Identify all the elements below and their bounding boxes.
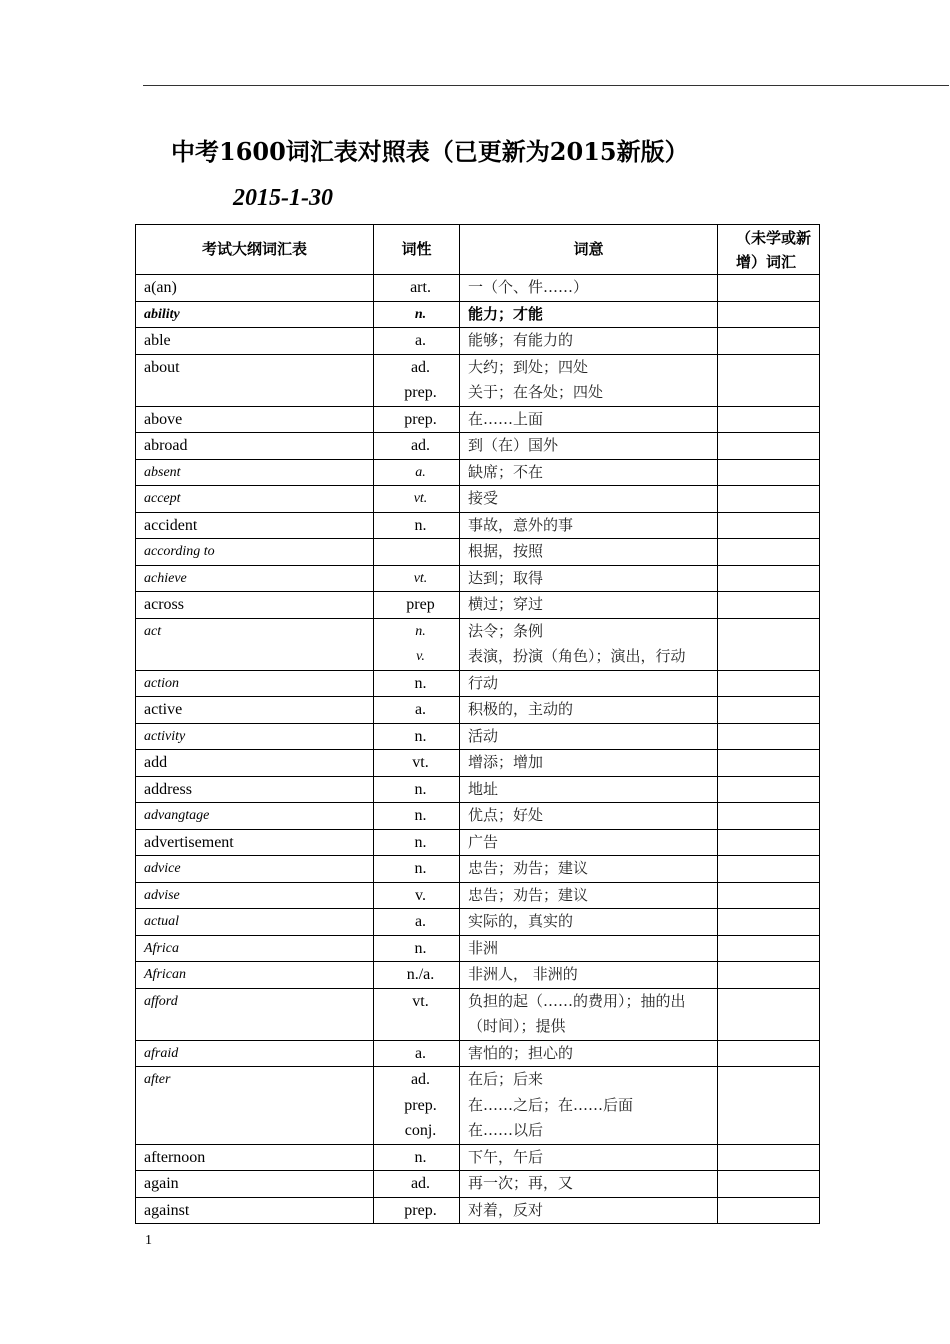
vocab-word: a(an) [136, 275, 374, 302]
word-meaning [460, 1171, 718, 1198]
vocab-word: actual [136, 909, 374, 936]
meaning-line: 表演，扮演（角色）；演出，行动 [468, 647, 686, 665]
meaning-line: 在……上面 [468, 409, 544, 428]
new-word-cell [718, 486, 820, 513]
table-row [136, 565, 820, 592]
word-meaning [460, 856, 718, 883]
pos-line: n. [414, 516, 427, 534]
table-row [136, 723, 820, 750]
word-meaning [460, 1067, 718, 1145]
part-of-speech [374, 697, 460, 724]
pos-line: prep. [404, 1096, 437, 1114]
table-row [136, 750, 820, 777]
meaning-line: 广告 [468, 832, 499, 851]
vocab-word: absent [136, 459, 374, 486]
table-row [136, 433, 820, 460]
part-of-speech [374, 750, 460, 777]
pos-line: n. [414, 860, 427, 877]
meaning-line: 法令；条例 [468, 621, 544, 640]
vocab-word: action [136, 670, 374, 697]
part-of-speech [374, 829, 460, 856]
vocab-word: act [136, 618, 374, 670]
pos-line: ad. [410, 1071, 431, 1088]
word-meaning [460, 697, 718, 724]
meaning-line: 优点；好处 [468, 806, 544, 824]
new-word-cell [718, 1171, 820, 1198]
word-meaning [460, 512, 718, 539]
new-word-cell [718, 433, 820, 460]
word-meaning [460, 539, 718, 566]
new-word-cell [718, 882, 820, 909]
word-meaning [460, 750, 718, 777]
header-pos: 词性 [374, 225, 460, 275]
new-word-cell [718, 670, 820, 697]
part-of-speech [374, 670, 460, 697]
word-meaning [460, 988, 718, 1040]
pos-line: prep. [404, 410, 437, 428]
pos-line: a. [415, 464, 426, 480]
word-meaning [460, 275, 718, 302]
vocab-word: accident [136, 512, 374, 539]
new-word-cell [718, 697, 820, 724]
meaning-line: 能够；有能力的 [468, 331, 574, 349]
meaning-line: 非洲人， 非洲的 [468, 965, 578, 983]
pos-line: a. [414, 701, 427, 718]
word-meaning [460, 406, 718, 433]
table-row [136, 459, 820, 486]
pos-line: a. [414, 913, 427, 930]
pos-line: conj. [404, 1122, 437, 1139]
meaning-line: 增添；增加 [468, 753, 544, 771]
vocab-word: Africa [136, 935, 374, 962]
header-word: 考试大纲词汇表 [136, 225, 374, 275]
meaning-line: 一（个、件……） [468, 278, 589, 296]
vocab-word: African [136, 962, 374, 989]
meaning-line: 在……之后；在……后面 [468, 1095, 634, 1114]
pos-line: vt. [412, 754, 429, 771]
table-row [136, 670, 820, 697]
part-of-speech [374, 1040, 460, 1067]
page-title: 中考1600词汇表对照表（已更新为2015新版） [171, 137, 689, 166]
word-meaning [460, 328, 718, 355]
table-row [136, 618, 820, 670]
new-word-cell [718, 512, 820, 539]
word-meaning [460, 618, 718, 670]
word-meaning [460, 935, 718, 962]
vocab-word: ability [136, 301, 374, 328]
part-of-speech [374, 565, 460, 592]
vocab-word: about [136, 354, 374, 406]
meaning-line: 忠告；劝告；建议 [468, 859, 589, 877]
meaning-line: 对着，反对 [468, 1200, 544, 1219]
part-of-speech [374, 354, 460, 406]
new-word-cell [718, 301, 820, 328]
vocab-word: abroad [136, 433, 374, 460]
pos-line: n. [414, 833, 427, 851]
part-of-speech [374, 1144, 460, 1171]
new-word-cell [718, 328, 820, 355]
table-row [136, 935, 820, 962]
new-word-cell [718, 1040, 820, 1067]
meaning-line: 在……以后 [468, 1121, 544, 1139]
vocab-word: afternoon [136, 1144, 374, 1171]
new-word-cell [718, 1197, 820, 1224]
part-of-speech [374, 856, 460, 883]
table-row [136, 776, 820, 803]
table-row [136, 988, 820, 1040]
vocab-word: advice [136, 856, 374, 883]
table-row [136, 803, 820, 830]
vocab-word: advise [136, 882, 374, 909]
word-meaning [460, 486, 718, 513]
header-meaning: 词意 [460, 225, 718, 275]
vocab-word: activity [136, 723, 374, 750]
meaning-line: 接受 [468, 489, 499, 507]
vocab-word: achieve [136, 565, 374, 592]
part-of-speech [374, 723, 460, 750]
part-of-speech [374, 1067, 460, 1145]
meaning-line: 横过；穿过 [468, 595, 544, 613]
part-of-speech [374, 776, 460, 803]
pos-line: n. [415, 623, 426, 639]
meaning-line: 忠告；劝告；建议 [468, 885, 589, 904]
part-of-speech [374, 909, 460, 936]
vocab-word: above [136, 406, 374, 433]
part-of-speech [374, 618, 460, 670]
part-of-speech [374, 882, 460, 909]
word-meaning [460, 803, 718, 830]
meaning-line: 行动 [468, 673, 499, 692]
meaning-line: 积极的，主动的 [468, 700, 574, 718]
part-of-speech [374, 803, 460, 830]
new-word-cell [718, 1067, 820, 1145]
pos-line: a. [414, 1044, 427, 1062]
vocab-word: again [136, 1171, 374, 1198]
vocab-word: add [136, 750, 374, 777]
vocab-word: accept [136, 486, 374, 513]
word-meaning [460, 1040, 718, 1067]
table-row [136, 301, 820, 328]
vocab-word: active [136, 697, 374, 724]
pos-line: n. [414, 1148, 427, 1166]
new-word-cell [718, 406, 820, 433]
new-word-cell [718, 803, 820, 830]
pos-line: vt. [413, 570, 428, 586]
meaning-line: 下午，午后 [468, 1147, 544, 1166]
word-meaning [460, 1144, 718, 1171]
table-row [136, 406, 820, 433]
meaning-line: 关于；在各处；四处 [468, 383, 604, 401]
part-of-speech [374, 459, 460, 486]
new-word-cell [718, 565, 820, 592]
part-of-speech [374, 328, 460, 355]
table-row [136, 1067, 820, 1145]
meaning-line: 事故，意外的事 [468, 515, 574, 534]
pos-line: ad. [410, 358, 431, 376]
meaning-line: 在后；后来 [468, 1070, 544, 1088]
table-row [136, 592, 820, 619]
pos-line [382, 539, 459, 565]
part-of-speech [374, 406, 460, 433]
pos-line: a. [414, 332, 427, 349]
vocab-word: able [136, 328, 374, 355]
pos-line: n. [414, 807, 427, 824]
vocab-word: afraid [136, 1040, 374, 1067]
new-word-cell [718, 750, 820, 777]
document-date: 2015-1-30 [233, 185, 333, 211]
word-meaning [460, 670, 718, 697]
vocab-word: after [136, 1067, 374, 1145]
vocab-word: against [136, 1197, 374, 1224]
pos-line: n./a. [406, 966, 435, 983]
new-word-cell [718, 988, 820, 1040]
vocab-word: afford [136, 988, 374, 1040]
table-row [136, 1040, 820, 1067]
new-word-cell [718, 776, 820, 803]
word-meaning [460, 909, 718, 936]
meaning-line: 再一次；再，又 [468, 1174, 574, 1192]
table-row [136, 962, 820, 989]
meaning-line: 害怕的；担心的 [468, 1043, 574, 1062]
pos-line: v. [415, 886, 426, 904]
new-word-cell [718, 962, 820, 989]
vocab-word: address [136, 776, 374, 803]
table-row [136, 882, 820, 909]
word-meaning [460, 565, 718, 592]
table-row [136, 909, 820, 936]
meaning-line: 负担的起（……的费用）；抽的出 [468, 991, 686, 1010]
part-of-speech [374, 1171, 460, 1198]
pos-line: vt. [413, 491, 428, 506]
pos-line: prep. [404, 384, 437, 401]
new-word-cell [718, 354, 820, 406]
part-of-speech [374, 935, 460, 962]
part-of-speech [374, 275, 460, 302]
header-rule [143, 85, 949, 86]
meaning-line: 大约；到处；四处 [468, 357, 589, 376]
part-of-speech [374, 592, 460, 619]
word-meaning [460, 962, 718, 989]
word-meaning [460, 433, 718, 460]
new-word-cell [718, 618, 820, 670]
pos-line: prep [406, 596, 435, 613]
table-row [136, 539, 820, 566]
header-new-words: （未学或新增）词汇 [718, 225, 820, 275]
word-meaning [460, 592, 718, 619]
word-meaning [460, 829, 718, 856]
pos-line: n. [414, 306, 427, 322]
word-meaning [460, 1197, 718, 1224]
vocab-word: advangtage [136, 803, 374, 830]
pos-line: n. [414, 674, 427, 692]
pos-line: n. [414, 727, 427, 745]
meaning-line: 实际的，真实的 [468, 912, 574, 930]
meaning-line: 达到；取得 [468, 568, 544, 587]
new-word-cell [718, 856, 820, 883]
pos-line: v. [416, 649, 425, 664]
table-row [136, 829, 820, 856]
meaning-line: （时间）；提供 [468, 1017, 566, 1035]
table-row [136, 512, 820, 539]
vocab-word: according to [136, 539, 374, 566]
word-meaning [460, 459, 718, 486]
new-word-cell [718, 935, 820, 962]
meaning-line: 地址 [468, 779, 499, 798]
part-of-speech [374, 486, 460, 513]
part-of-speech [374, 962, 460, 989]
new-word-cell [718, 723, 820, 750]
word-meaning [460, 354, 718, 406]
new-word-cell [718, 459, 820, 486]
part-of-speech [374, 539, 460, 566]
vocab-word: across [136, 592, 374, 619]
meaning-line: 活动 [468, 726, 499, 745]
pos-line: n. [414, 939, 427, 957]
new-word-cell [718, 909, 820, 936]
table-row [136, 1197, 820, 1224]
part-of-speech [374, 988, 460, 1040]
pos-line: vt. [412, 992, 429, 1010]
meaning-line: 能力；才能 [468, 304, 544, 323]
table-body [136, 275, 820, 1224]
word-meaning [460, 723, 718, 750]
new-word-cell [718, 1144, 820, 1171]
word-meaning [460, 301, 718, 328]
meaning-line: 到（在）国外 [468, 436, 559, 454]
vocabulary-table [135, 224, 820, 1224]
word-meaning [460, 776, 718, 803]
meaning-line: 非洲 [468, 938, 499, 957]
pos-line: ad. [410, 1175, 431, 1192]
table-row [136, 856, 820, 883]
meaning-line: 根据，按照 [468, 542, 544, 560]
table-row [136, 697, 820, 724]
table-row [136, 1171, 820, 1198]
pos-line: art. [410, 279, 431, 296]
pos-line: prep. [404, 1201, 437, 1219]
page-number: 1 [145, 1233, 152, 1248]
table-row [136, 354, 820, 406]
table-row [136, 328, 820, 355]
new-word-cell [718, 539, 820, 566]
table-row [136, 1144, 820, 1171]
new-word-cell [718, 592, 820, 619]
vocab-word: advertisement [136, 829, 374, 856]
pos-line: n. [414, 780, 427, 798]
new-word-cell [718, 275, 820, 302]
part-of-speech [374, 433, 460, 460]
part-of-speech [374, 301, 460, 328]
part-of-speech [374, 1197, 460, 1224]
word-meaning [460, 882, 718, 909]
pos-line: ad. [410, 437, 431, 454]
table-header-row [136, 225, 820, 275]
part-of-speech [374, 512, 460, 539]
new-word-cell [718, 829, 820, 856]
table-row [136, 486, 820, 513]
table-row [136, 275, 820, 302]
meaning-line: 缺席；不在 [468, 462, 544, 481]
